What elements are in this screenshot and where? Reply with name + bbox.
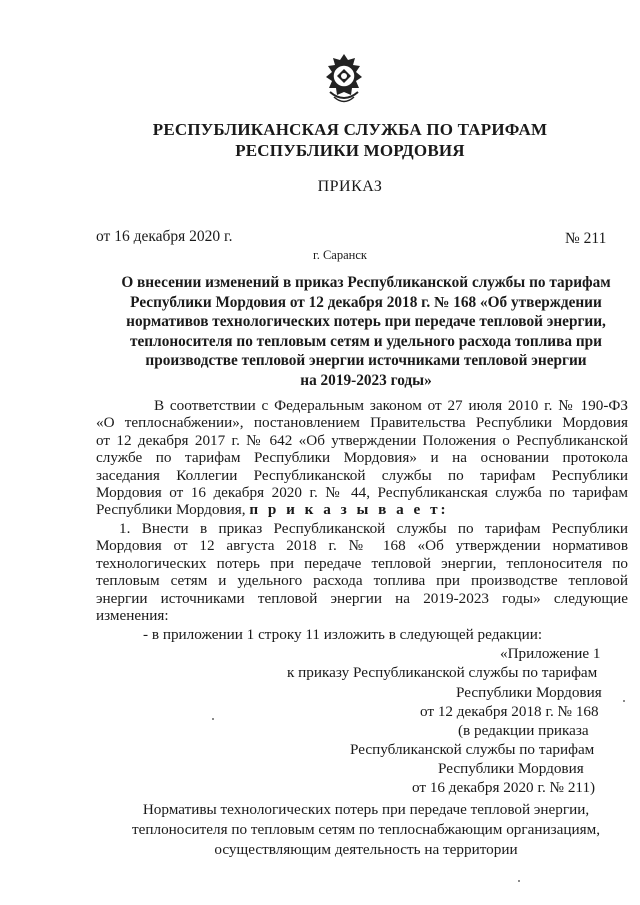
- paragraph-line: от 12 декабря 2017 г. № 642 «Об утверждении Положения о Республиканской: [96, 431, 628, 449]
- heading-line: теплоносителя по тепловым сетям по теплоснабжающим организациям,: [131, 821, 600, 838]
- orders-keyword: п р и к а з ы в а е т:: [249, 501, 449, 519]
- norms-heading: [96, 800, 636, 860]
- appendix-line: к приказу Республиканской службы по тарифам: [287, 664, 598, 681]
- title-line: на 2019-2023 годы»: [300, 371, 432, 389]
- title-line: О внесении изменений в приказ Республиканской службы по тарифам: [121, 274, 611, 291]
- title-line: производстве тепловой энергии источниками тепловой энергии: [145, 352, 587, 370]
- document-title: [96, 273, 636, 391]
- scan-speck: [623, 700, 625, 702]
- bullet-item: - в приложении 1 строку 11 изложить в следующей редакции:: [143, 626, 543, 643]
- appendix-line: от 16 декабря 2020 г. № 211): [412, 779, 596, 796]
- appendix-line: Республики Мордовия: [438, 760, 584, 777]
- appendix-line: (в редакции приказа: [458, 722, 589, 739]
- document-city: г. Саранск: [313, 248, 367, 262]
- appendix-line: Республики Мордовия: [456, 684, 602, 701]
- organization-name-line1: РЕСПУБЛИКАНСКАЯ СЛУЖБА ПО ТАРИФАМ: [152, 120, 548, 139]
- document-date: от 16 декабря 2020 г.: [96, 228, 233, 245]
- paragraph-line: тепловым сетям и удельного расхода топлива при производстве тепловой: [96, 572, 628, 590]
- paragraph-line: В соответствии с Федеральным законом от 27 июля 2010 г. № 190-ФЗ: [154, 397, 628, 414]
- appendix-line: «Приложение 1: [500, 645, 601, 662]
- title-line: нормативов технологических потерь при передаче тепловой энергии,: [126, 313, 606, 331]
- title-line: Республики Мордовия от 12 декабря 2018 г. № 168 «Об утверждении: [130, 293, 602, 311]
- paragraph-line: технологических потерь при передаче тепловой энергии, теплоносителя по: [96, 554, 628, 572]
- paragraph-preamble: [96, 397, 628, 519]
- document-number: № 211: [565, 230, 607, 247]
- appendix-line: Республиканской службы по тарифам: [350, 741, 595, 758]
- paragraph-line: Мордовия от 16 декабря 2020 г. № 44, Республиканская служба по тарифам: [96, 484, 628, 502]
- coat-of-arms-emblem: [322, 52, 366, 110]
- paragraph-line-text: Республики Мордовия,: [96, 501, 246, 519]
- paragraph-line: службе по тарифам Республики Мордовия» и на основании протокола: [96, 449, 628, 467]
- paragraph-item-1: [96, 520, 628, 624]
- title-line: теплоносителя по тепловым сетям и удельного расхода топлива при: [130, 332, 602, 350]
- paragraph-line: Мордовия от 12 августа 2018 г. № 168 «Об утверждении нормативов: [96, 537, 628, 555]
- scan-speck: [212, 718, 214, 720]
- heading-line: осуществляющим деятельность на территории: [214, 841, 518, 858]
- heading-line: Нормативы технологических потерь при передаче тепловой энергии,: [142, 801, 590, 818]
- appendix-line: от 12 декабря 2018 г. № 168: [420, 703, 599, 720]
- paragraph-line: заседания Коллегии Республиканской службы по тарифам Республики: [96, 466, 628, 484]
- paragraph-line: энергии источниками тепловой энергии на 2019-2023 годы» следующие: [96, 589, 628, 607]
- scan-speck: [518, 880, 520, 882]
- organization-name-line2: РЕСПУБЛИКИ МОРДОВИЯ: [235, 141, 465, 160]
- document-type: ПРИКАЗ: [317, 178, 383, 195]
- paragraph-line: [96, 501, 628, 518]
- paragraph-line: «О теплоснабжении», постановлением Правительства Республики Мордовия: [96, 414, 628, 432]
- paragraph-line: 1. Внести в приказ Республиканской службы по тарифам Республики: [119, 520, 628, 537]
- paragraph-line: изменения:: [96, 607, 169, 625]
